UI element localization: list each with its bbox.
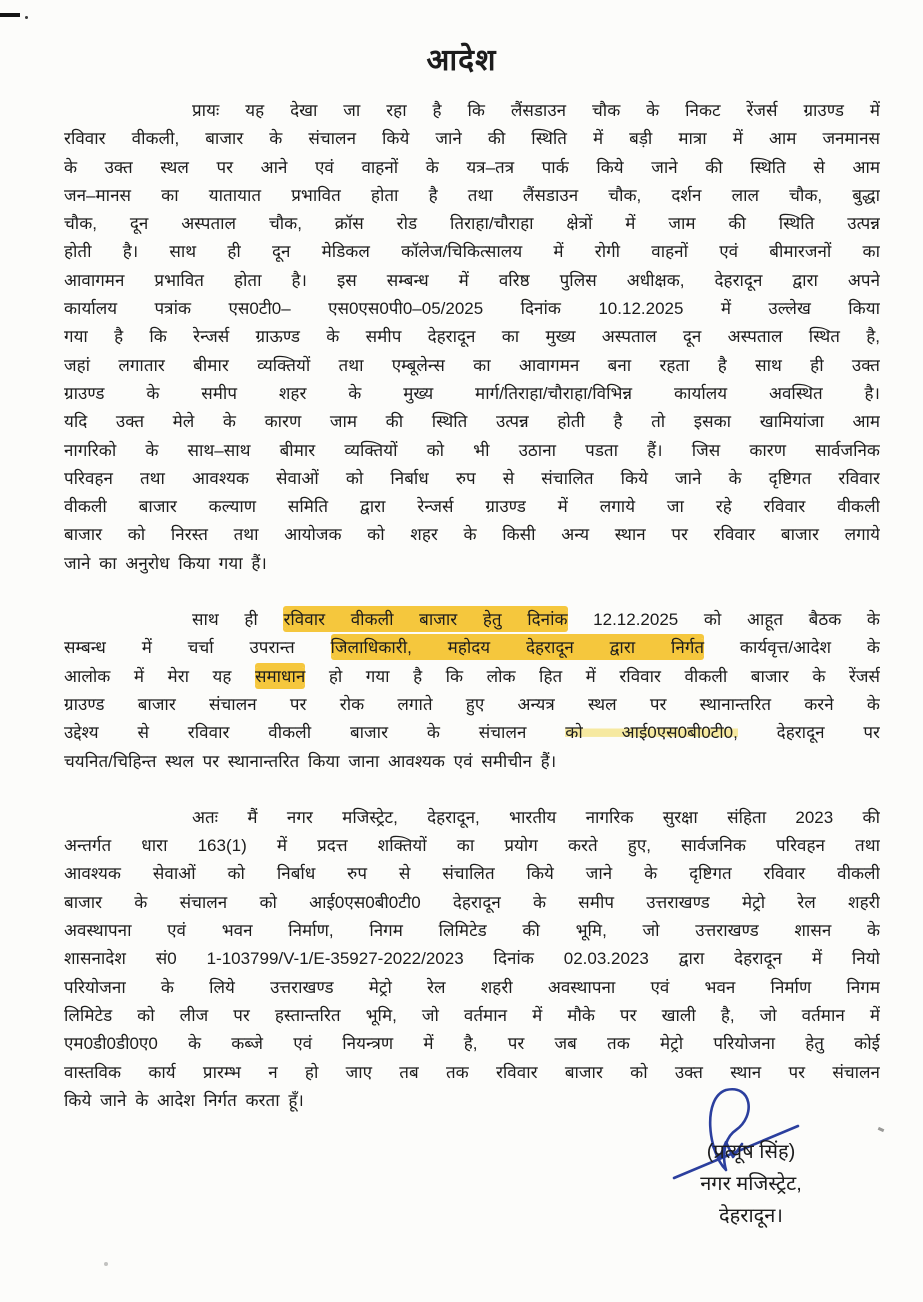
text-segment: कार्यालय पत्रांक एस0टी0– एस0एस0पी0–05/2025 दिनांक 10.12.2025 में उल्लेख किया [64, 299, 880, 319]
text-line [64, 832, 880, 860]
text-segment: के उक्त स्थल पर आने एवं वाहनों के यत्र–तत्र पार्क किये जाने की स्थिति से आम [64, 157, 880, 177]
highlighted-text-strong: समाधान [254, 666, 306, 686]
scan-mark-dot [25, 16, 28, 19]
text-segment: किये जाने के आदेश निर्गत करता हूँ। [64, 1090, 304, 1110]
highlighted-text-strong: रविवार वीकली बाजार हेतु दिनांक [283, 610, 568, 630]
scan-artifact [104, 1262, 108, 1266]
text-line [64, 1002, 880, 1030]
text-line [64, 210, 880, 238]
paragraph [64, 606, 880, 776]
text-segment: आलोक में मेरा यह [64, 666, 255, 686]
text-line [64, 974, 880, 1002]
text-segment: अवस्थापना एवं भवन निर्माण, निगम लिमिटेड की भूमि, जो उत्तराखण्ड शासन के [64, 921, 880, 941]
text-segment: उद्देश्य से रविवार वीकली बाजार के संचालन [64, 723, 566, 743]
text-line [64, 493, 880, 521]
text-segment: प्रायः यह देखा जा रहा है कि लैंसडाउन चौक के निकट रेंजर्स ग्राउण्ड में [192, 101, 880, 120]
text-line [64, 719, 880, 747]
document-title: आदेश [426, 44, 497, 77]
text-line [64, 663, 880, 691]
highlighted-text-faint: को आई0एस0बी0टी0, [565, 723, 738, 743]
text-line [64, 352, 880, 380]
text-line [64, 295, 880, 323]
text-segment: वास्तविक कार्य प्रारम्भ न हो जाए तब तक रविवार बाजार को उक्त स्थान पर संचालन [64, 1062, 880, 1082]
text-segment: एम0डी0डी0ए0 के कब्जे एवं नियन्त्रण में है, पर जब तक मेट्रो परियोजना हेतु कोई [64, 1034, 880, 1054]
text-segment: यदि उक्त मेले के कारण जाम की स्थिति उत्पन्न होती है तो इसका खामियांजा आम [64, 412, 880, 432]
text-line [64, 182, 880, 210]
text-line [64, 437, 880, 465]
scan-mark-dash [0, 13, 20, 17]
text-segment: शासनादेश सं0 1-103799/V-1/E-35927-2022/2023 दिनांक 02.03.2023 द्वारा देहरादून में नियो [64, 949, 880, 969]
text-segment: ग्राउण्ड के समीप शहर के मुख्य मार्ग/तिराहा/चौराहा/विभिन्न कार्यालय अवस्थित है। [64, 383, 880, 403]
text-segment: 12.12.2025 को आहूत बैठक के [567, 610, 880, 630]
text-segment: जन–मानस का यातायात प्रभावित होता है तथा लैंसडाउन चौक, दर्शन लाल चौक, बुद्धा [64, 185, 880, 205]
text-line [64, 125, 880, 153]
text-segment: आवागमन प्रभावित होता है। इस सम्बन्ध में वरिष्ठ पुलिस अधीक्षक, देहरादून द्वारा अपने [64, 270, 880, 290]
text-segment: होती है। साथ ही दून मेडिकल कॉलेज/चिकित्सालय में रोगी वाहनों एवं बीमारजनों का [64, 242, 880, 262]
text-segment: जहां लगातार बीमार व्यक्तियों तथा एम्बूलेन्स का आवागमन बना रहता है साथ ही उक्त [64, 355, 880, 375]
text-segment: चौक, दून अस्पताल चौक, क्रॉस रोड तिराहा/चौराहा क्षेत्रों में जाम की स्थिति उत्पन्न [64, 214, 880, 234]
signatory-designation: नगर मजिस्ट्रेट, [700, 1173, 802, 1195]
text-segment: गया है कि रेन्जर्स ग्राऊण्ड के समीप देहरादून का मुख्य अस्पताल दून अस्पताल स्थित है, [64, 327, 880, 347]
text-line [64, 323, 880, 351]
scan-artifact [878, 1127, 885, 1132]
text-line [64, 945, 880, 973]
text-line [64, 691, 880, 719]
text-segment: अतः मैं नगर मजिस्ट्रेट, देहरादून, भारतीय नागरिक सुरक्षा संहिता 2023 की [192, 807, 880, 827]
text-segment: रविवार वीकली, बाजार के संचालन किये जाने की स्थिति में बड़ी मात्रा में आम जनमानस [64, 129, 880, 149]
text-segment: वीकली बाजार कल्याण समिति द्वारा रेन्जर्स ग्राउण्ड में लगाये जा रहे रविवार वीकली [64, 497, 880, 517]
paragraph [64, 804, 880, 1115]
text-segment: आवश्यक सेवाओं को निर्बाध रुप से संचालित किये जाने के दृष्टिगत रविवार वीकली [64, 864, 880, 884]
text-segment: ग्राउण्ड बाजार संचालन पर रोक लगाते हुए अन्यत्र स्थल पर स्थानान्तरित करने के [64, 694, 880, 714]
highlighted-text-strong: जिलाधिकारी, महोदय देहरादून द्वारा निर्गत [330, 638, 705, 658]
text-line [64, 748, 880, 776]
text-line [64, 917, 880, 945]
text-segment: देहरादून पर [737, 723, 880, 743]
text-line [64, 380, 880, 408]
text-segment: सम्बन्ध में चर्चा उपरान्त [64, 638, 331, 658]
text-segment: हो गया है कि लोक हित में रविवार वीकली बाजार के रेंजर्स [305, 666, 880, 686]
text-segment: बाजार को निरस्त तथा आयोजक को शहर के किसी अन्य स्थान पर रविवार बाजार लगाये [64, 525, 880, 545]
text-line [64, 154, 880, 182]
text-segment: अन्तर्गत धारा 163(1) में प्रदत्त शक्तियों का प्रयोग करते हुए, सार्वजनिक परिवहन तथा [64, 836, 880, 856]
text-line [64, 238, 880, 266]
paragraph [64, 97, 880, 578]
text-line [64, 634, 880, 662]
text-line [64, 521, 880, 549]
document-body [64, 97, 880, 1115]
signatory-name: (प्रत्यूष सिंह) [706, 1141, 796, 1163]
text-segment: कार्यवृत्त/आदेश के [704, 638, 880, 658]
text-segment: जाने का अनुरोध किया गया हैं। [64, 553, 267, 573]
text-segment: परिवहन तथा आवश्यक सेवाओं को निर्बाध रुप से संचालित किये जाने के दृष्टिगत रविवार [64, 468, 880, 488]
text-line [64, 550, 880, 578]
text-line [64, 804, 880, 832]
text-segment: चयनित/चिहिन्त स्थल पर स्थानान्तरित किया जाना आवश्यक एवं समीचीन हैं। [64, 751, 557, 771]
signatory-place: देहरादून। [719, 1205, 783, 1227]
text-segment: परियोजना के लिये उत्तराखण्ड मेट्रो रेल शहरी अवस्थापना एवं भवन निर्माण निगम [64, 977, 880, 997]
text-line [64, 889, 880, 917]
text-line [64, 408, 880, 436]
text-segment: लिमिटेड को लीज पर हस्तान्तरित भूमि, जो वर्तमान में मौके पर खाली है, जो वर्तमान में [64, 1005, 880, 1025]
text-segment: बाजार के संचालन को आई0एस0बी0टी0 देहरादून के समीप उत्तराखण्ड मेट्रो रेल शहरी [64, 892, 880, 912]
text-line [64, 267, 880, 295]
text-line [64, 606, 880, 634]
text-segment: नागरिको के साथ–साथ बीमार व्यक्तियों को भी उठाना पडता हैं। जिस कारण सार्वजनिक [64, 440, 880, 460]
text-line [64, 465, 880, 493]
text-segment: साथ ही [192, 610, 284, 630]
signature-block [645, 1136, 857, 1232]
text-line [64, 1030, 880, 1058]
text-line [64, 860, 880, 888]
text-line [64, 97, 880, 125]
